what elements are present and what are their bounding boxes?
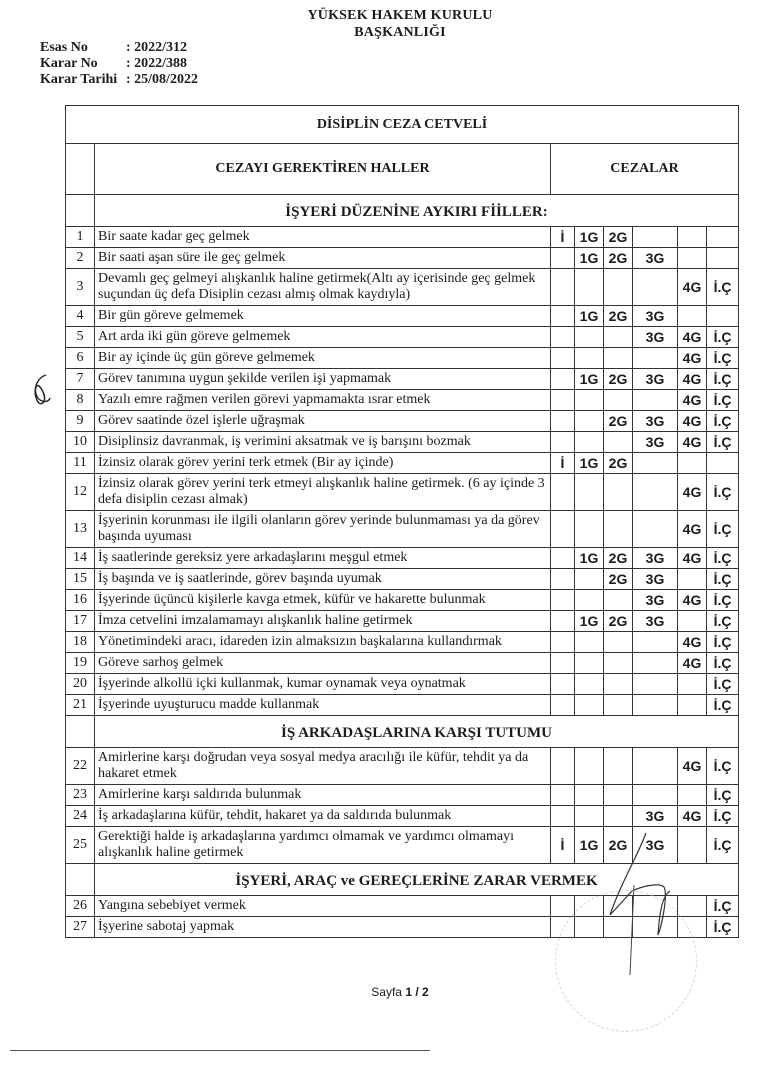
penalty-cell-i: İ.Ç — [707, 511, 739, 548]
penalty-cell-2g — [604, 348, 633, 369]
penalty-cell-i — [551, 248, 575, 269]
penalty-cell-4g — [678, 569, 707, 590]
penalty-cell-1g — [575, 474, 604, 511]
row-number: 9 — [66, 411, 95, 432]
penalty-cell-1g — [575, 632, 604, 653]
penalty-cell-2g — [604, 327, 633, 348]
penalty-cell-i — [551, 653, 575, 674]
meta-value: : 2022/312 — [126, 40, 188, 55]
penalty-cell-2g — [604, 653, 633, 674]
discipline-penalty-table — [65, 105, 739, 938]
penalty-cell-2g — [604, 785, 633, 806]
penalty-cell-i — [551, 674, 575, 695]
penalty-cell-i — [551, 348, 575, 369]
penalty-cell-1g: 1G — [575, 611, 604, 632]
penalty-cell-1g — [575, 411, 604, 432]
penalty-cell-1g: 1G — [575, 548, 604, 569]
penalty-cell-2g — [604, 511, 633, 548]
penalty-cell-1g — [575, 390, 604, 411]
table-row — [66, 432, 739, 453]
table-row — [66, 632, 739, 653]
table-row — [66, 390, 739, 411]
org-name-line1: YÜKSEK HAKEM KURULU — [307, 8, 493, 23]
penalty-cell-1g — [575, 748, 604, 785]
table-row — [66, 511, 739, 548]
row-number: 11 — [66, 453, 95, 474]
penalty-cell-4g: 4G — [678, 806, 707, 827]
row-description: Görev tanımına uygun şekilde verilen işi yapmamak — [95, 369, 551, 390]
table-row — [66, 474, 739, 511]
row-number: 10 — [66, 432, 95, 453]
penalty-cell-1g — [575, 569, 604, 590]
penalty-cell-3g: 3G — [633, 611, 678, 632]
penalty-cell-1g — [575, 785, 604, 806]
penalty-cell-i: İ.Ç — [707, 653, 739, 674]
row-description: İş başında ve iş saatlerinde, görev başında uyumak — [95, 569, 551, 590]
penalty-cell-1g: 1G — [575, 369, 604, 390]
row-description: İş arkadaşlarına küfür, tehdit, hakaret ya da saldırıda bulunmak — [95, 806, 551, 827]
penalty-cell-2g — [604, 674, 633, 695]
penalty-cell-i: İ.Ç — [707, 411, 739, 432]
penalty-cell-i: İ.Ç — [707, 432, 739, 453]
penalty-cell-3g: 3G — [633, 827, 678, 864]
penalty-cell-1g: 1G — [575, 248, 604, 269]
penalty-cell-3g: 3G — [633, 569, 678, 590]
penalty-cell-i — [551, 432, 575, 453]
row-description: Devamlı geç gelmeyi alışkanlık haline getirmek(Altı ay içerisinde geç gelmek suçundan üç defa Disiplin cezası almış olmak kaydıyla) — [95, 269, 551, 306]
penalty-cell-4g: 4G — [678, 653, 707, 674]
penalty-cell-2g — [604, 748, 633, 785]
penalty-cell-2g — [604, 474, 633, 511]
page-prefix: Sayfa — [371, 985, 406, 999]
row-description: Bir saati aşan süre ile geç gelmek — [95, 248, 551, 269]
row-number: 12 — [66, 474, 95, 511]
table-row — [66, 653, 739, 674]
row-number: 8 — [66, 390, 95, 411]
penalty-cell-1g — [575, 327, 604, 348]
row-description: İzinsiz olarak görev yerini terk etmeyi alışkanlık haline getirmek. (6 ay içinde 3 defa disiplin cezası almak) — [95, 474, 551, 511]
table-row — [66, 785, 739, 806]
penalty-cell-i: İ — [551, 827, 575, 864]
penalty-cell-3g — [633, 474, 678, 511]
row-description: Görev saatinde özel işlerle uğraşmak — [95, 411, 551, 432]
row-description: Yangına sebebiyet vermek — [95, 896, 551, 917]
penalty-cell-2g — [604, 269, 633, 306]
penalty-cell-2g: 2G — [604, 411, 633, 432]
table-row — [66, 269, 739, 306]
penalty-cell-i: İ.Ç — [707, 917, 739, 938]
penalty-cell-2g — [604, 695, 633, 716]
penalty-cell-i — [551, 474, 575, 511]
penalty-cell-3g: 3G — [633, 590, 678, 611]
penalty-cell-i — [551, 806, 575, 827]
penalty-cell-i: İ.Ç — [707, 348, 739, 369]
row-description: İşyerinde uyuşturucu madde kullanmak — [95, 695, 551, 716]
penalty-cell-i: İ — [551, 453, 575, 474]
penalty-cell-4g — [678, 248, 707, 269]
penalty-cell-3g: 3G — [633, 432, 678, 453]
row-number: 1 — [66, 227, 95, 248]
penalty-cell-i: İ.Ç — [707, 611, 739, 632]
row-description: İşyerinde alkollü içki kullanmak, kumar oynamak veya oynatmak — [95, 674, 551, 695]
penalty-cell-i: İ.Ç — [707, 674, 739, 695]
penalty-cell-1g — [575, 511, 604, 548]
penalty-cell-3g — [633, 348, 678, 369]
column-header-penalties: CEZALAR — [551, 144, 739, 195]
row-description: Art arda iki gün göreve gelmemek — [95, 327, 551, 348]
penalty-cell-3g — [633, 695, 678, 716]
penalty-cell-4g: 4G — [678, 748, 707, 785]
table-row — [66, 748, 739, 785]
penalty-cell-1g — [575, 348, 604, 369]
handwritten-initials-icon — [28, 372, 54, 408]
penalty-cell-4g — [678, 674, 707, 695]
org-name-line2: BAŞKANLIĞI — [354, 25, 446, 40]
penalty-cell-i: İ.Ç — [707, 474, 739, 511]
penalty-cell-i — [551, 327, 575, 348]
row-number: 16 — [66, 590, 95, 611]
penalty-cell-2g: 2G — [604, 453, 633, 474]
penalty-cell-4g: 4G — [678, 348, 707, 369]
penalty-cell-1g — [575, 806, 604, 827]
page-number — [0, 985, 763, 999]
penalty-cell-2g: 2G — [604, 548, 633, 569]
penalty-cell-1g: 1G — [575, 306, 604, 327]
penalty-cell-i — [551, 611, 575, 632]
header-blank-cell — [66, 144, 95, 195]
penalty-cell-2g — [604, 432, 633, 453]
penalty-cell-4g — [678, 896, 707, 917]
penalty-cell-i — [551, 390, 575, 411]
penalty-cell-1g: 1G — [575, 453, 604, 474]
penalty-cell-3g: 3G — [633, 327, 678, 348]
row-number: 4 — [66, 306, 95, 327]
penalty-cell-3g — [633, 748, 678, 785]
penalty-cell-4g: 4G — [678, 548, 707, 569]
section-title: İŞ ARKADAŞLARINA KARŞI TUTUMU — [95, 716, 739, 748]
row-number: 7 — [66, 369, 95, 390]
penalty-cell-3g — [633, 453, 678, 474]
row-description: Gerektiği halde iş arkadaşlarına yardımcı olmamak ve yardımcı olmamayı alışkanlık haline getirmek — [95, 827, 551, 864]
penalty-cell-i: İ.Ç — [707, 327, 739, 348]
penalty-cell-i: İ.Ç — [707, 896, 739, 917]
penalty-cell-i: İ.Ç — [707, 569, 739, 590]
penalty-cell-i — [707, 227, 739, 248]
row-description: İşyerinde üçüncü kişilerle kavga etmek, küfür ve hakarette bulunmak — [95, 590, 551, 611]
penalty-cell-4g — [678, 611, 707, 632]
penalty-cell-1g: 1G — [575, 827, 604, 864]
penalty-cell-1g — [575, 590, 604, 611]
penalty-cell-i: İ.Ç — [707, 695, 739, 716]
table-row — [66, 674, 739, 695]
table-row — [66, 548, 739, 569]
penalty-cell-3g: 3G — [633, 548, 678, 569]
row-description: Yazılı emre rağmen verilen görevi yapmamakta ısrar etmek — [95, 390, 551, 411]
penalty-cell-i — [551, 511, 575, 548]
penalty-cell-i — [551, 896, 575, 917]
penalty-cell-2g: 2G — [604, 369, 633, 390]
penalty-cell-1g — [575, 695, 604, 716]
row-number: 20 — [66, 674, 95, 695]
penalty-cell-2g — [604, 632, 633, 653]
row-description: İşyerine sabotaj yapmak — [95, 917, 551, 938]
meta-karar-no — [40, 56, 198, 72]
table-row — [66, 227, 739, 248]
penalty-cell-3g: 3G — [633, 306, 678, 327]
penalty-cell-4g: 4G — [678, 511, 707, 548]
penalty-cell-i — [707, 453, 739, 474]
row-number: 13 — [66, 511, 95, 548]
penalty-cell-2g — [604, 390, 633, 411]
section-title: İŞYERİ, ARAÇ ve GEREÇLERİNE ZARAR VERMEK — [95, 864, 739, 896]
penalty-cell-i: İ.Ç — [707, 269, 739, 306]
page-separator: / — [412, 985, 423, 999]
table-row — [66, 348, 739, 369]
row-number: 22 — [66, 748, 95, 785]
penalty-cell-4g: 4G — [678, 590, 707, 611]
meta-value: : 25/08/2022 — [126, 72, 198, 87]
row-number: 26 — [66, 896, 95, 917]
page-total: 2 — [422, 985, 429, 999]
row-description: İş saatlerinde gereksiz yere arkadaşlarını meşgul etmek — [95, 548, 551, 569]
penalty-cell-i: İ — [551, 227, 575, 248]
penalty-cell-4g: 4G — [678, 327, 707, 348]
penalty-cell-i — [551, 590, 575, 611]
table-row — [66, 695, 739, 716]
penalty-cell-4g — [678, 785, 707, 806]
penalty-cell-3g — [633, 653, 678, 674]
penalty-cell-4g: 4G — [678, 390, 707, 411]
penalty-cell-4g: 4G — [678, 474, 707, 511]
penalty-cell-1g: 1G — [575, 227, 604, 248]
section-blank-cell — [66, 716, 95, 748]
penalty-cell-i: İ.Ç — [707, 748, 739, 785]
penalty-cell-4g: 4G — [678, 632, 707, 653]
penalty-cell-4g — [678, 695, 707, 716]
row-number: 18 — [66, 632, 95, 653]
meta-karar-tarihi — [40, 72, 198, 88]
section-header-row — [66, 195, 739, 227]
row-number: 5 — [66, 327, 95, 348]
penalty-cell-i: İ.Ç — [707, 806, 739, 827]
penalty-cell-1g — [575, 269, 604, 306]
table-row — [66, 453, 739, 474]
penalty-cell-4g — [678, 827, 707, 864]
penalty-cell-4g: 4G — [678, 269, 707, 306]
row-number: 23 — [66, 785, 95, 806]
section-header-row — [66, 716, 739, 748]
table-row — [66, 411, 739, 432]
row-description: Bir ay içinde üç gün göreve gelmemek — [95, 348, 551, 369]
penalty-cell-i: İ.Ç — [707, 632, 739, 653]
penalty-cell-1g — [575, 674, 604, 695]
penalty-cell-4g — [678, 227, 707, 248]
table-row — [66, 327, 739, 348]
penalty-cell-i: İ.Ç — [707, 590, 739, 611]
penalty-cell-i: İ.Ç — [707, 827, 739, 864]
penalty-cell-i — [551, 306, 575, 327]
penalty-cell-i: İ.Ç — [707, 390, 739, 411]
case-metadata — [40, 40, 198, 88]
penalty-cell-2g: 2G — [604, 227, 633, 248]
row-number: 15 — [66, 569, 95, 590]
penalty-cell-i — [551, 369, 575, 390]
penalty-cell-4g: 4G — [678, 411, 707, 432]
row-number: 17 — [66, 611, 95, 632]
table-row — [66, 248, 739, 269]
row-number: 19 — [66, 653, 95, 674]
table-row — [66, 369, 739, 390]
penalty-cell-2g: 2G — [604, 569, 633, 590]
table-row — [66, 569, 739, 590]
penalty-cell-i: İ.Ç — [707, 548, 739, 569]
penalty-cell-2g: 2G — [604, 306, 633, 327]
penalty-cell-3g — [633, 674, 678, 695]
table-row — [66, 806, 739, 827]
penalty-cell-3g — [633, 269, 678, 306]
penalty-cell-2g: 2G — [604, 611, 633, 632]
row-description: Bir gün göreve gelmemek — [95, 306, 551, 327]
penalty-cell-4g — [678, 306, 707, 327]
penalty-cell-3g — [633, 390, 678, 411]
section-title: İŞYERİ DÜZENİNE AYKIRI FİİLLER: — [95, 195, 739, 227]
penalty-cell-i — [707, 248, 739, 269]
row-description: Amirlerine karşı saldırıda bulunmak — [95, 785, 551, 806]
penalty-cell-i — [551, 269, 575, 306]
penalty-cell-2g — [604, 590, 633, 611]
row-description: Amirlerine karşı doğrudan veya sosyal medya aracılığı ile küfür, tehdit ya da hakaret etmek — [95, 748, 551, 785]
row-description: İzinsiz olarak görev yerini terk etmek (Bir ay içinde) — [95, 453, 551, 474]
penalty-cell-i — [551, 632, 575, 653]
penalty-cell-1g — [575, 653, 604, 674]
section-blank-cell — [66, 864, 95, 896]
row-number: 25 — [66, 827, 95, 864]
meta-label: Karar No — [40, 56, 98, 71]
meta-esas-no — [40, 40, 198, 56]
row-number: 27 — [66, 917, 95, 938]
row-number: 14 — [66, 548, 95, 569]
row-number: 2 — [66, 248, 95, 269]
penalty-cell-i — [551, 411, 575, 432]
table-row — [66, 306, 739, 327]
meta-label: Esas No — [40, 40, 88, 55]
section-blank-cell — [66, 195, 95, 227]
penalty-cell-i — [551, 548, 575, 569]
penalty-cell-3g: 3G — [633, 806, 678, 827]
penalty-cell-4g: 4G — [678, 432, 707, 453]
penalty-cell-4g — [678, 453, 707, 474]
penalty-cell-3g: 3G — [633, 411, 678, 432]
row-description: İmza cetvelini imzalamamayı alışkanlık haline getirmek — [95, 611, 551, 632]
penalty-cell-3g — [633, 511, 678, 548]
penalty-cell-i — [551, 785, 575, 806]
row-description: Yönetimindeki aracı, idareden izin almaksızın başkalarına kullandırmak — [95, 632, 551, 653]
row-description: Bir saate kadar geç gelmek — [95, 227, 551, 248]
penalty-cell-i — [551, 748, 575, 785]
penalty-cell-i — [551, 569, 575, 590]
penalty-cell-3g — [633, 227, 678, 248]
penalty-cell-3g — [633, 785, 678, 806]
penalty-cell-1g — [575, 432, 604, 453]
row-description: İşyerinin korunması ile ilgili olanların görev yerinde bulunmaması ya da görev başında uyuması — [95, 511, 551, 548]
penalty-cell-i: İ.Ç — [707, 369, 739, 390]
penalty-cell-3g: 3G — [633, 248, 678, 269]
penalty-cell-4g: 4G — [678, 369, 707, 390]
row-number: 24 — [66, 806, 95, 827]
penalty-cell-3g — [633, 632, 678, 653]
table-row — [66, 590, 739, 611]
penalty-cell-i — [551, 695, 575, 716]
footer-divider — [10, 1050, 430, 1051]
row-number: 6 — [66, 348, 95, 369]
official-stamp — [555, 890, 697, 1032]
penalty-cell-i: İ.Ç — [707, 785, 739, 806]
penalty-cell-3g: 3G — [633, 369, 678, 390]
table-row — [66, 611, 739, 632]
penalty-cell-2g: 2G — [604, 827, 633, 864]
row-description: Göreve sarhoş gelmek — [95, 653, 551, 674]
column-header-cases: CEZAYI GEREKTİREN HALLER — [95, 144, 551, 195]
penalty-cell-2g: 2G — [604, 248, 633, 269]
meta-label: Karar Tarihi — [40, 72, 118, 87]
page-current: 1 — [405, 985, 412, 999]
row-number: 21 — [66, 695, 95, 716]
penalty-cell-2g — [604, 806, 633, 827]
row-description: Disiplinsiz davranmak, iş verimini aksatmak ve iş barışını bozmak — [95, 432, 551, 453]
row-number: 3 — [66, 269, 95, 306]
penalty-cell-i — [707, 306, 739, 327]
meta-value: : 2022/388 — [126, 56, 188, 71]
table-title: DİSİPLİN CEZA CETVELİ — [66, 106, 739, 144]
